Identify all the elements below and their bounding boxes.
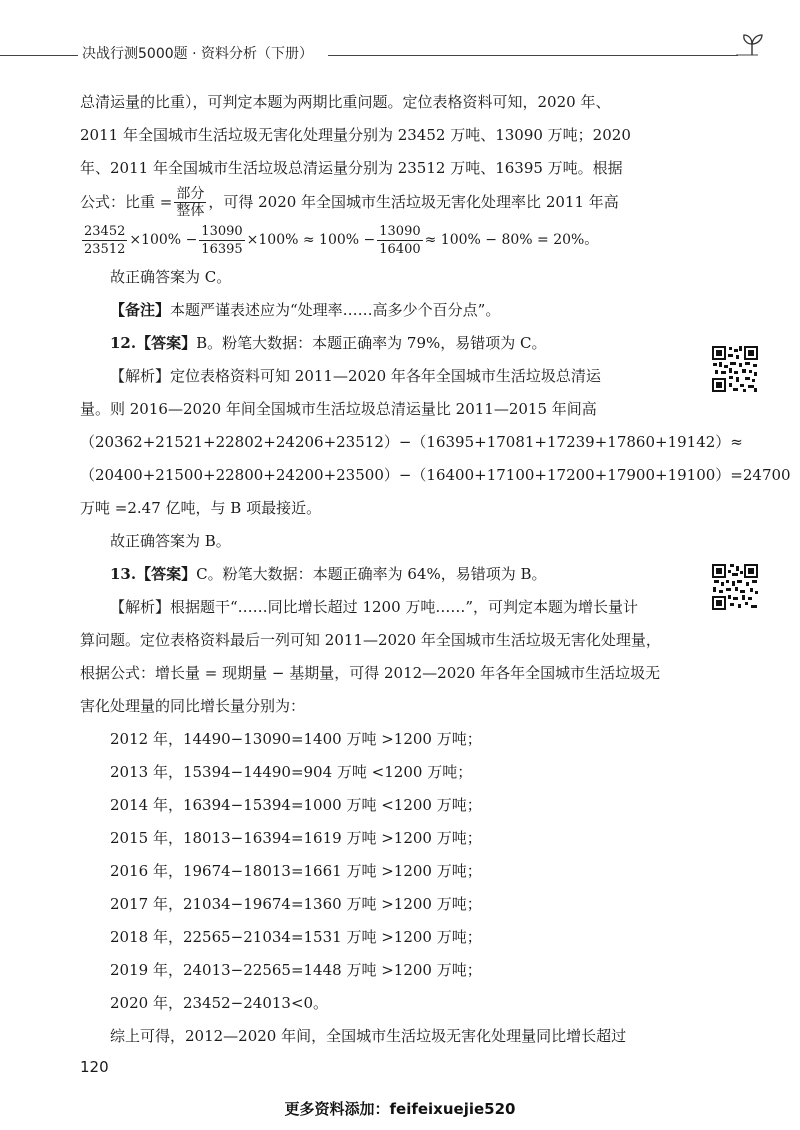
answer-q12: [80, 329, 680, 357]
analysis-line: （20362+21521+22802+24206+23512）−（16395+17081+17239+17860+19142）≈: [80, 433, 743, 451]
fraction-2: [199, 223, 244, 258]
fraction-numerator: 23452: [84, 223, 126, 239]
header-rule-right: [328, 55, 738, 56]
formula-prefix: 公式：比重 =: [80, 193, 173, 211]
header-rule-left: [0, 55, 78, 56]
year-calc-line: 2018 年，22565−21034=1531 万吨 >1200 万吨；: [110, 928, 482, 946]
analysis-line: 【解析】根据题干“……同比增长超过 1200 万吨……”，可判定本题为增长量计: [110, 598, 639, 616]
running-header: [0, 38, 800, 78]
analysis-line: 万吨 =2.47 亿吨，与 B 项最接近。: [80, 499, 322, 517]
ratio-fraction: [174, 186, 206, 219]
year-calc-line: 2020 年，23452−24013<0。: [110, 994, 329, 1012]
summary-line: 综上可得，2012—2020 年间，全国城市生活垃圾无害化处理量同比增长超过: [110, 1027, 627, 1045]
answer-label: 13.【答案】: [110, 565, 197, 583]
paragraph-line: 总清运量的比重），可判定本题为两期比重问题。定位表格资料可知，2020 年、: [80, 93, 611, 111]
year-calc-line: 2012 年，14490−13090=1400 万吨 >1200 万吨；: [110, 730, 482, 748]
paragraph-line: 2011 年全国城市生活垃圾无害化处理量分别为 23452 万吨、13090 万吨；2020: [80, 126, 631, 144]
analysis-line: 【解析】定位表格资料可知 2011—2020 年各年全国城市生活垃圾总清运: [110, 367, 601, 385]
note-paragraph: [80, 296, 680, 324]
year-calc-line: 2013 年，15394−14490=904 万吨 <1200 万吨；: [110, 763, 473, 781]
answer-text: C。粉笔大数据：本题正确率为 64%，易错项为 B。: [196, 565, 547, 583]
fraction-numerator: 部分: [176, 185, 205, 202]
analysis-line: 害化处理量的同比增长量分别为：: [80, 697, 306, 715]
year-calc-line: 2014 年，16394−15394=1000 万吨 <1200 万吨；: [110, 796, 482, 814]
year-calc-line: 2017 年，21034−19674=1360 万吨 >1200 万吨；: [110, 895, 482, 913]
conclusion-q11: 故正确答案为 C。: [110, 268, 232, 286]
answer-text: B。粉笔大数据：本题正确率为 79%，易错项为 C。: [196, 334, 547, 352]
analysis-line: 算问题。定位表格资料最后一列可知 2011—2020 年全国城市生活垃圾无害化处理量，: [80, 631, 661, 649]
qr-code-graphic: [712, 346, 758, 392]
solution-text: [80, 88, 791, 1050]
fraction-1: [82, 223, 127, 258]
conclusion-q12: 故正确答案为 B。: [110, 532, 231, 550]
qr-code-graphic: [712, 564, 758, 610]
analysis-line: 根据公式：增长量 = 现期量 − 基期量，可得 2012—2020 年各年全国城市生活垃圾无: [80, 664, 661, 682]
page-number: 120: [80, 1058, 109, 1076]
analysis-line: （20400+21500+22800+24200+23500）−（16400+17100+17200+17900+19100）=24700: [80, 466, 791, 484]
paragraph-line: 年、2011 年全国城市生活垃圾总清运量分别为 23512 万吨、16395 万吨。根据: [80, 159, 623, 177]
qr-code-icon[interactable]: [712, 564, 758, 610]
fraction-denominator: 16400: [379, 241, 421, 257]
year-calc-line: 2016 年，19674−18013=1661 万吨 >1200 万吨；: [110, 862, 482, 880]
qr-code-icon[interactable]: [712, 346, 758, 392]
formula-term: ×100% ≈ 100% −: [246, 232, 376, 248]
fraction-denominator: 整体: [176, 202, 205, 219]
fraction-denominator: 16395: [201, 241, 243, 257]
footer-contact: 更多资料添加：feifeixuejie520: [284, 1100, 516, 1118]
sprout-icon: [732, 32, 768, 58]
note-text: 本题严谨表述应为“处理率……高多少个百分点”。: [170, 301, 501, 319]
analysis-line: 量。则 2016—2020 年间全国城市生活垃圾总清运量比 2011—2015 年间高: [80, 400, 597, 418]
fraction-numerator: 13090: [379, 223, 421, 239]
year-calc-line: 2019 年，24013−22565=1448 万吨 >1200 万吨；: [110, 961, 482, 979]
year-calc-line: 2015 年，18013−16394=1619 万吨 >1200 万吨；: [110, 829, 482, 847]
note-label: 【备注】: [110, 301, 171, 319]
fraction-numerator: 13090: [201, 223, 243, 239]
calculation-formula: [80, 217, 680, 263]
answer-q13: [80, 560, 680, 588]
fraction-denominator: 23512: [84, 241, 126, 257]
book-title: 决战行测5000题 · 资料分析（下册）: [82, 46, 313, 62]
formula-term: ≈ 100% − 80% = 20%。: [424, 232, 599, 248]
formula-suffix: ，可得 2020 年全国城市生活垃圾无害化处理率比 2011 年高: [208, 193, 619, 211]
ratio-formula-line: [80, 187, 680, 217]
fraction-3: [377, 223, 422, 258]
answer-label: 12.【答案】: [110, 334, 197, 352]
formula-term: ×100% −: [129, 232, 198, 248]
